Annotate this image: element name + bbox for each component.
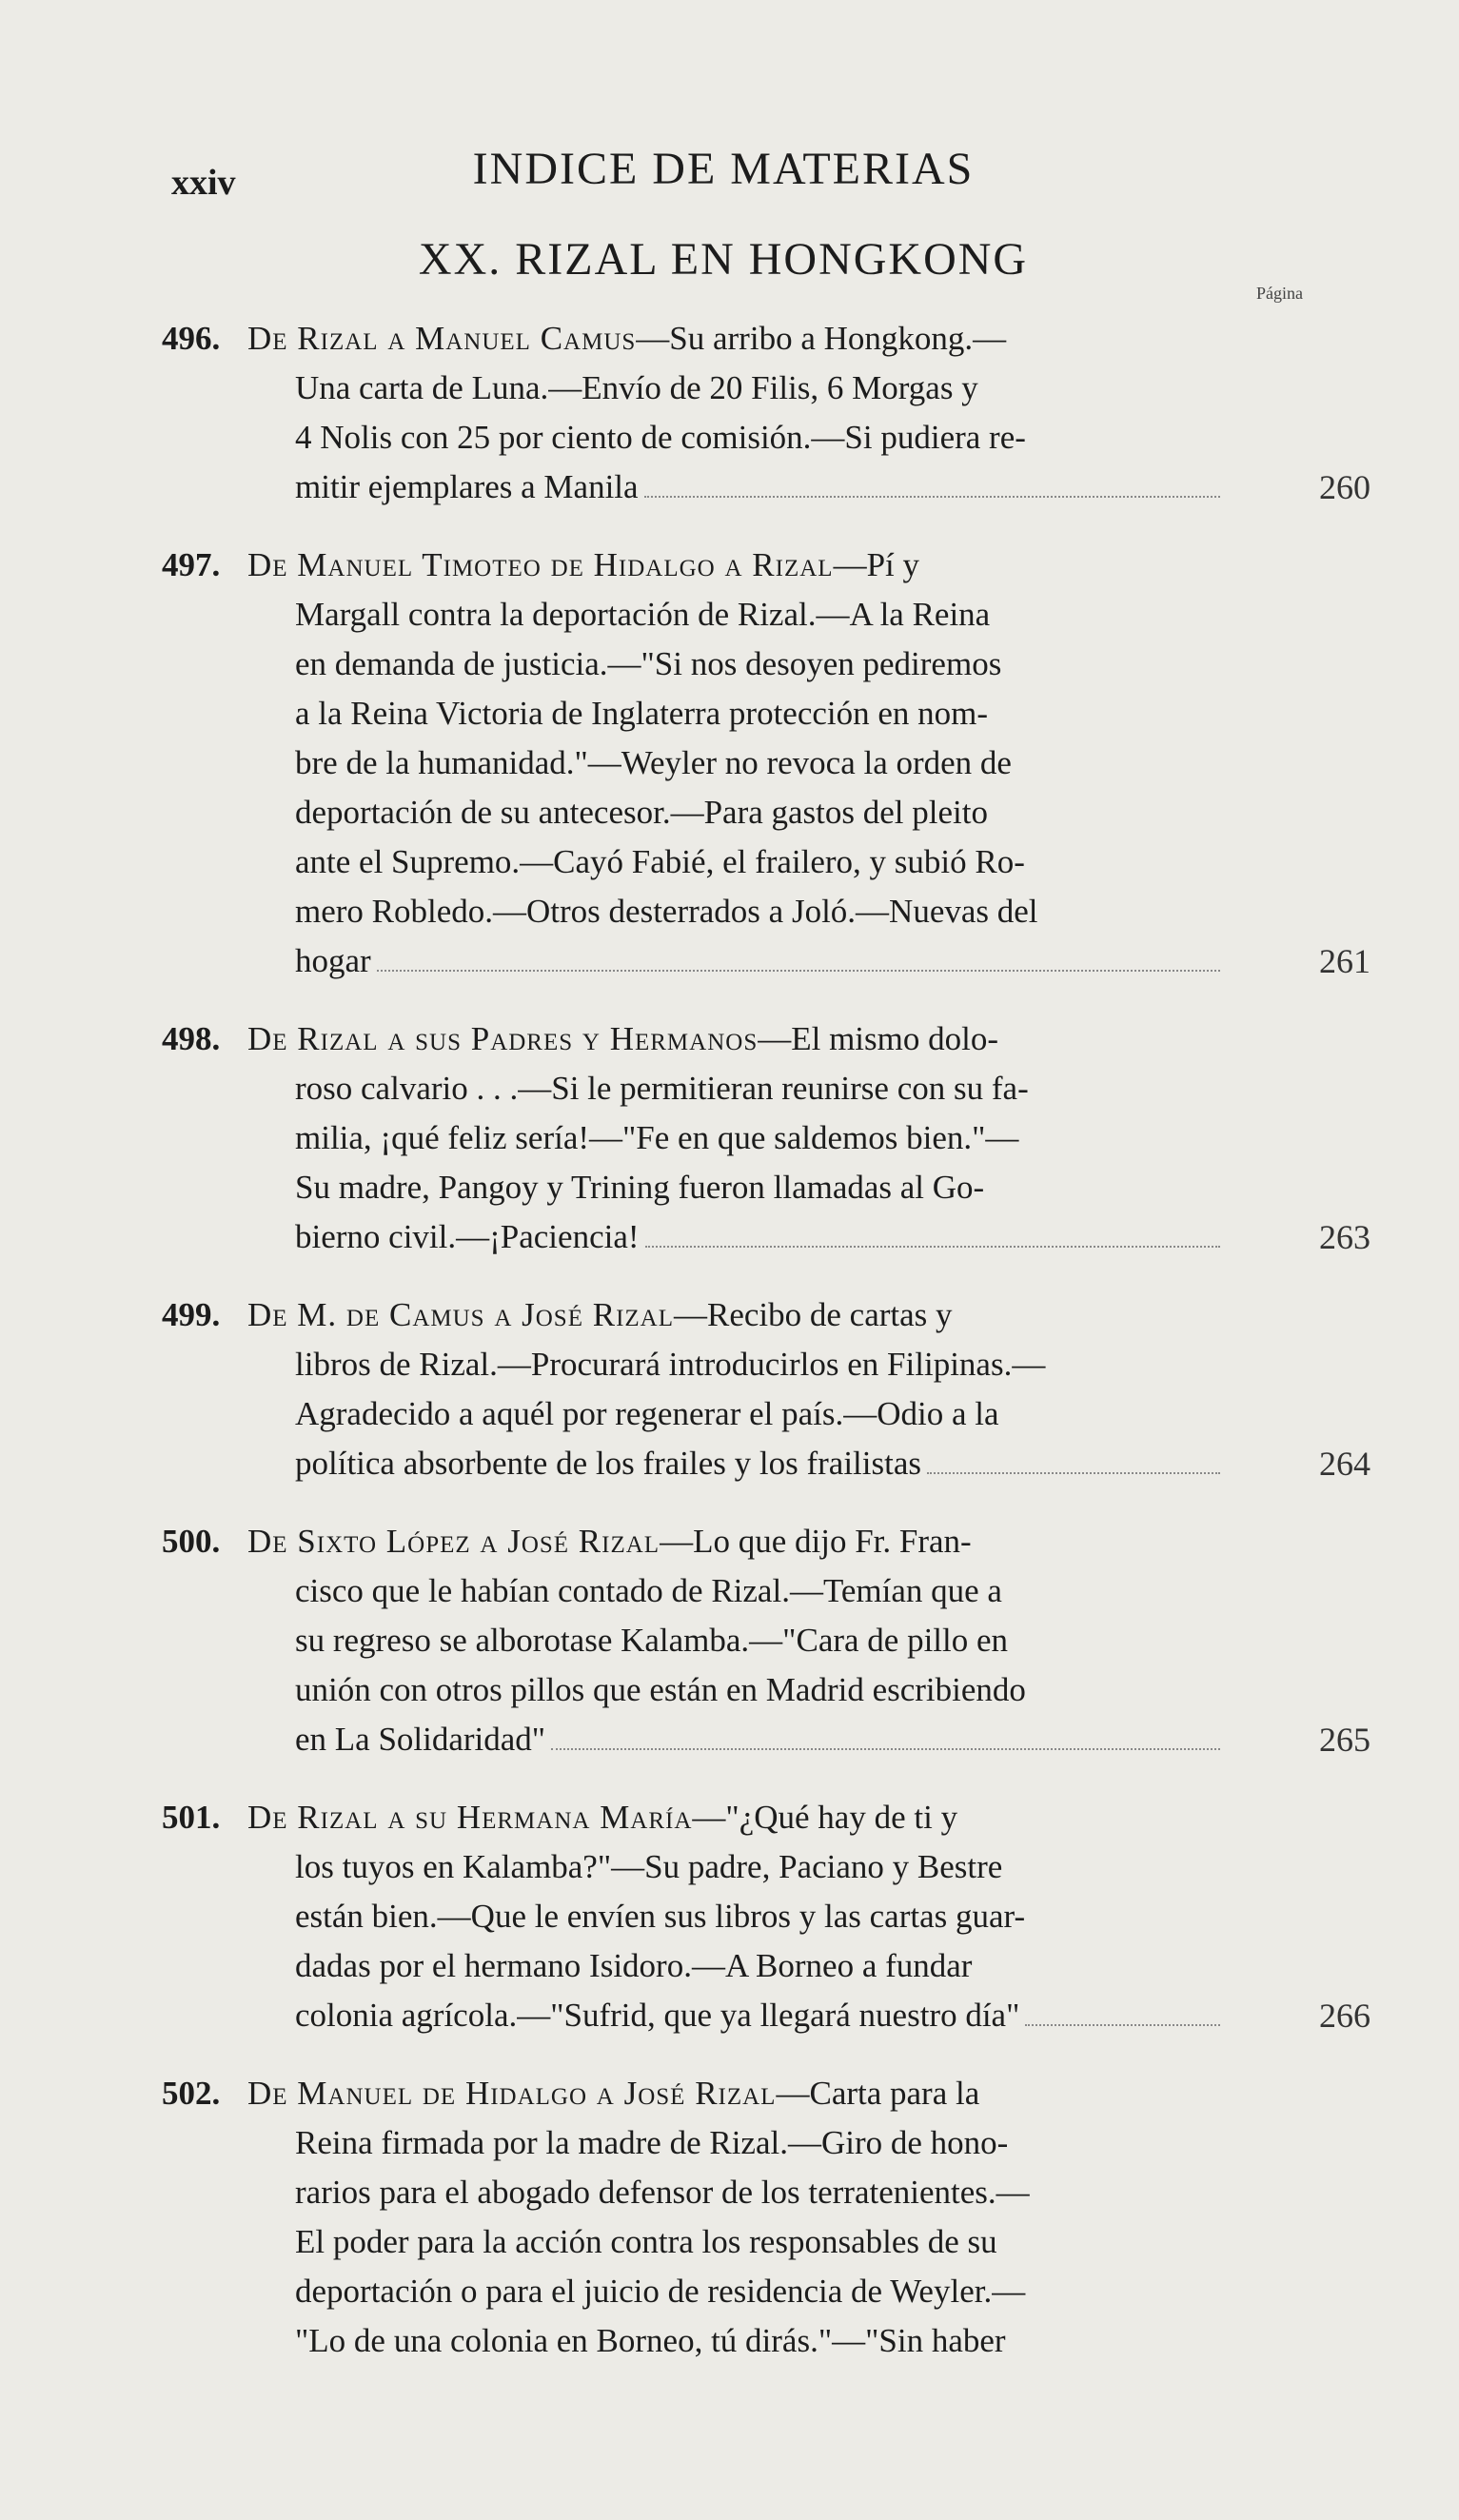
toc-entry-line: [162, 314, 1370, 364]
toc-entry-line: [162, 1665, 1370, 1715]
entry-text: están bien.—Que le envíen sus libros y las cartas guar-: [295, 1898, 1026, 1935]
entry-number: 502.: [162, 2075, 221, 2112]
running-head: [171, 143, 1275, 209]
page-folio: xxiv: [171, 163, 236, 203]
entry-page-number: 266: [1319, 1997, 1370, 2035]
entry-text: en demanda de justicia.—"Si nos desoyen pediremos: [295, 645, 1002, 682]
entry-heading: De Rizal a sus Padres y Hermanos: [247, 1020, 759, 1057]
entry-text: El poder para la acción contra los responsables de su: [295, 2223, 997, 2260]
entry-text: —Lo que dijo Fr. Fran-: [660, 1523, 972, 1560]
toc-entry-line: [162, 837, 1370, 887]
toc-entry-line: [162, 463, 1370, 512]
entry-text: milia, ¡qué feliz sería!—"Fe en que saldemos bien."—: [295, 1119, 1019, 1156]
toc-entry-line: [162, 2217, 1370, 2267]
entry-text: cisco que le habían contado de Rizal.—Temían que a: [295, 1572, 1002, 1609]
entry-text: —El mismo dolo-: [758, 1020, 999, 1057]
entry-number: 497.: [162, 546, 221, 583]
entry-text: libros de Rizal.—Procurará introducirlos en Filipinas.—: [295, 1346, 1046, 1383]
toc-entry-line: [162, 364, 1370, 413]
toc-entry-line: [162, 936, 1370, 986]
toc-entry-line: [162, 2069, 1370, 2118]
toc-entry: [162, 1014, 1370, 1262]
entry-number: 499.: [162, 1296, 221, 1333]
entry-page-number: 260: [1319, 468, 1370, 506]
entry-heading: De Sixto López a José Rizal: [247, 1523, 660, 1560]
entry-text: —Su arribo a Hongkong.—: [636, 320, 1007, 357]
dot-leader: [1025, 2024, 1220, 2026]
toc-entry: [162, 314, 1370, 512]
toc-entry: [162, 1517, 1370, 1764]
entry-heading: De Rizal a su Hermana María: [247, 1799, 693, 1836]
entry-page-number: 265: [1319, 1721, 1370, 1759]
entry-text: 4 Nolis con 25 por ciento de comisión.—Si pudiera re-: [295, 419, 1026, 456]
entry-text: bierno civil.—¡Paciencia!: [295, 1218, 640, 1255]
entry-text: Margall contra la deportación de Rizal.—A la Reina: [295, 596, 991, 633]
toc-entry-line: [162, 1439, 1370, 1488]
dot-leader: [551, 1748, 1220, 1750]
dot-leader: [927, 1472, 1220, 1474]
toc-entry-line: [162, 640, 1370, 689]
entry-text: Reina firmada por la madre de Rizal.—Giro de hono-: [295, 2124, 1009, 2161]
toc-entry: [162, 2069, 1370, 2366]
entry-page-number: 263: [1319, 1218, 1370, 1256]
toc-entry-line: [162, 1389, 1370, 1439]
toc-entry-line: [162, 1941, 1370, 1991]
entry-text: mitir ejemplares a Manila: [295, 468, 639, 505]
entry-text: —Pí y: [833, 546, 920, 583]
toc-entry-line: [162, 1212, 1370, 1262]
toc-entry-line: [162, 1793, 1370, 1842]
entry-text: su regreso se alborotase Kalamba.—"Cara de pillo en: [295, 1622, 1009, 1659]
entry-text: —Recibo de cartas y: [674, 1296, 953, 1333]
entry-heading: De Rizal a Manuel Camus: [247, 320, 637, 357]
toc-entry-line: [162, 1064, 1370, 1113]
toc-entry-line: [162, 1290, 1370, 1340]
toc-entry-line: [162, 1163, 1370, 1212]
toc-entry-line: [162, 1340, 1370, 1389]
toc-entry-line: [162, 887, 1370, 936]
entry-page-number: 261: [1319, 942, 1370, 980]
dot-leader: [644, 496, 1220, 498]
entry-text: rarios para el abogado defensor de los terratenientes.—: [295, 2174, 1030, 2211]
entry-text: —Carta para la: [776, 2075, 980, 2112]
entry-text: Su madre, Pangoy y Trining fueron llamadas al Go-: [295, 1169, 985, 1206]
toc-entry-line: [162, 1991, 1370, 2040]
entry-text: roso calvario . . .—Si le permitieran reunirse con su fa-: [295, 1070, 1029, 1107]
entry-number: 496.: [162, 320, 221, 357]
toc-entry-line: [162, 1113, 1370, 1163]
entry-text: deportación o para el juicio de residencia de Weyler.—: [295, 2273, 1026, 2310]
dot-leader: [645, 1246, 1220, 1248]
toc-entry-line: [162, 1014, 1370, 1064]
toc-entry-line: [162, 1616, 1370, 1665]
entry-text: Agradecido a aquél por regenerar el país.—Odio a la: [295, 1395, 999, 1432]
entry-text: —"¿Qué hay de ti y: [692, 1799, 958, 1836]
entry-text: deportación de su antecesor.—Para gastos del pleito: [295, 794, 988, 831]
entry-text: ante el Supremo.—Cayó Fabié, el frailero, y subió Ro-: [295, 843, 1025, 880]
page-header-title: INDICE DE MATERIAS: [472, 144, 975, 194]
toc-entry-line: [162, 413, 1370, 463]
toc-entry: [162, 1290, 1370, 1488]
entry-number: 500.: [162, 1523, 221, 1560]
toc-entry-line: [162, 788, 1370, 837]
entry-text: a la Reina Victoria de Inglaterra protección en nom-: [295, 695, 989, 732]
section-title: XX. RIZAL EN HONGKONG: [418, 234, 1029, 285]
toc-entry-line: [162, 1892, 1370, 1941]
entry-text: dadas por el hermano Isidoro.—A Borneo a fundar: [295, 1947, 973, 1984]
entry-text: "Lo de una colonia en Borneo, tú dirás."—"Sin haber: [295, 2322, 1006, 2359]
entry-heading: De Manuel de Hidalgo a José Rizal: [247, 2075, 777, 2112]
toc-entry-line: [162, 2168, 1370, 2217]
toc-entry-line: [162, 738, 1370, 788]
toc-entry-line: [162, 1715, 1370, 1764]
entry-text: en La Solidaridad": [295, 1721, 546, 1758]
toc-entry-line: [162, 1517, 1370, 1566]
toc-entry-line: [162, 2118, 1370, 2168]
entry-text: bre de la humanidad."—Weyler no revoca la orden de: [295, 744, 1012, 781]
page-column-label: Página: [1256, 284, 1303, 303]
entry-text: los tuyos en Kalamba?"—Su padre, Paciano y Bestre: [295, 1848, 1003, 1885]
toc-entry: [162, 541, 1370, 986]
entry-number: 498.: [162, 1020, 221, 1057]
toc-entry-line: [162, 1842, 1370, 1892]
toc-entry-line: [162, 1566, 1370, 1616]
dot-leader: [377, 970, 1220, 972]
entry-page-number: 264: [1319, 1445, 1370, 1483]
entry-text: colonia agrícola.—"Sufrid, que ya llegará nuestro día": [295, 1997, 1020, 2034]
toc-entry: [162, 1793, 1370, 2040]
toc-entry-line: [162, 590, 1370, 640]
entry-heading: De M. de Camus a José Rizal: [247, 1296, 674, 1333]
entry-number: 501.: [162, 1799, 221, 1836]
entry-heading: De Manuel Timoteo de Hidalgo a Rizal: [247, 546, 834, 583]
toc-entry-line: [162, 689, 1370, 738]
entry-text: Una carta de Luna.—Envío de 20 Filis, 6 Morgas y: [295, 369, 978, 406]
toc-entry-line: [162, 2316, 1370, 2366]
entry-text: mero Robledo.—Otros desterrados a Joló.—Nuevas del: [295, 893, 1038, 930]
entry-text: hogar: [295, 942, 371, 979]
entry-text: unión con otros pillos que están en Madrid escribiendo: [295, 1671, 1026, 1708]
toc-entry-line: [162, 541, 1370, 590]
entry-text: política absorbente de los frailes y los frailistas: [295, 1445, 922, 1482]
toc-entry-line: [162, 2267, 1370, 2316]
toc-entries: [162, 314, 1370, 2394]
